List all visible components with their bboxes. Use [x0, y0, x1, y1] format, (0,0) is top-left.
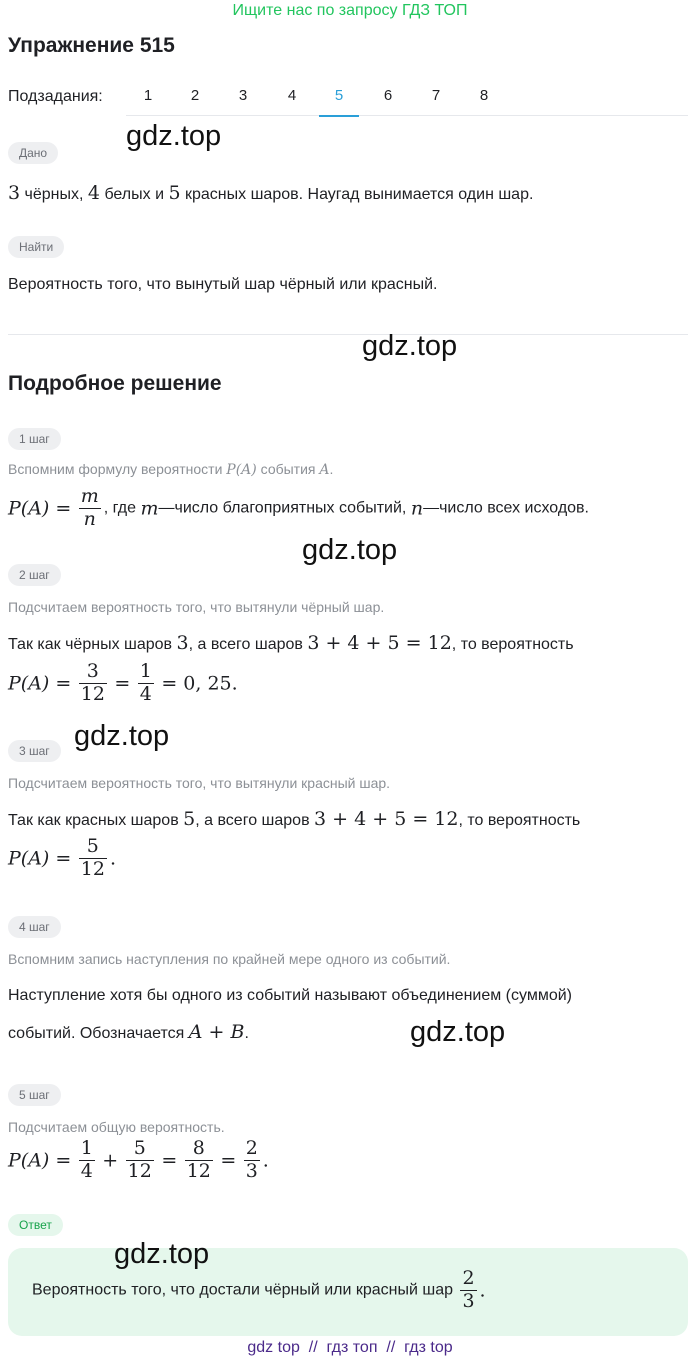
denominator: 4 — [80, 1159, 93, 1182]
step-3-text — [8, 808, 580, 830]
subtasks-nav — [8, 84, 688, 116]
step-2-formula — [8, 661, 238, 706]
step-5-hint: Подсчитаем общую вероятность. — [8, 1119, 225, 1135]
denominator: 3 — [245, 1159, 258, 1182]
black-count: 3 — [176, 632, 189, 654]
top-banner: Ищите нас по запросу ГДЗ ТОП — [232, 2, 468, 19]
given-red-count: 5 — [168, 182, 181, 204]
step-1-pill: 1 шаг — [8, 428, 61, 450]
given-text-part: чёрных, — [20, 186, 88, 203]
formula-text: —число благоприятных событий, — [158, 499, 411, 517]
watermark: gdz.top — [362, 330, 458, 362]
answer-pill: Ответ — [8, 1214, 63, 1236]
subtask-tab-8[interactable]: 8 — [479, 87, 489, 104]
step-3-hint: Подсчитаем вероятность того, что вытянули красный шар. — [8, 775, 391, 791]
equals: = — [114, 672, 131, 695]
formula-tail: . — [262, 1149, 269, 1172]
hint-math: A — [319, 462, 330, 478]
step-2-hint: Подсчитаем вероятность того, что вытянули чёрный шар. — [8, 599, 385, 615]
formula-lhs: P(A) = — [8, 847, 72, 870]
numerator: 1 — [139, 660, 152, 682]
answer-text — [32, 1268, 486, 1313]
formula-text: —число всех исходов. — [423, 499, 589, 517]
find-pill: Найти — [8, 236, 64, 258]
formula-tail: = 0, 25. — [161, 672, 238, 695]
step-5-formula — [8, 1138, 269, 1183]
subtask-tab-7[interactable]: 7 — [431, 87, 441, 104]
subtasks-divider — [126, 115, 688, 116]
step-4-line-1: Наступление хотя бы одного из событий называют объединением (суммой) — [8, 987, 572, 1004]
step-text: событий. Обозначается — [8, 1025, 189, 1042]
equals: = — [161, 1149, 178, 1172]
watermark: gdz.top — [126, 120, 222, 152]
denominator: 3 — [462, 1289, 475, 1312]
step-3-formula — [8, 836, 116, 881]
formula-lhs: P(A) = — [8, 497, 72, 520]
numerator: 2 — [462, 1267, 475, 1289]
step-4-line-2 — [8, 1021, 249, 1043]
denominator: 12 — [127, 1159, 152, 1182]
given-text-part: красных шаров. Наугад вынимается один шар. — [180, 186, 534, 203]
hint-math: P(A) — [226, 462, 257, 478]
denominator: 12 — [186, 1159, 211, 1182]
numerator: 2 — [245, 1137, 258, 1159]
fraction — [460, 1268, 476, 1313]
numerator: 8 — [185, 1138, 213, 1161]
formula-lhs: P(A) = — [8, 1149, 72, 1172]
fraction — [138, 661, 154, 706]
red-count: 5 — [183, 808, 196, 830]
step-1-formula — [8, 486, 589, 531]
step-1-hint — [8, 461, 333, 478]
total-sum: 3 + 4 + 5 = 12 — [314, 808, 459, 830]
numerator: m — [80, 485, 99, 507]
step-text: , то вероятность — [451, 636, 574, 653]
hint-text: Вспомним формулу вероятности — [8, 461, 227, 477]
subtasks-label: Подзадания: — [8, 88, 103, 105]
equals: = — [220, 1149, 237, 1172]
plus: + — [102, 1149, 119, 1172]
given-black-count: 3 — [8, 182, 21, 204]
footer-links[interactable]: gdz top // гдз топ // гдз top — [247, 1339, 453, 1356]
watermark: gdz.top — [74, 720, 170, 752]
watermark: gdz.top — [302, 534, 398, 566]
step-text: , а всего шаров — [188, 636, 308, 653]
step-text: . — [244, 1025, 249, 1042]
var-n: n — [410, 497, 424, 520]
page-title: Упражнение 515 — [8, 34, 175, 57]
given-pill: Дано — [8, 142, 58, 164]
fraction — [79, 836, 107, 881]
numerator: 1 — [80, 1137, 93, 1159]
fraction — [126, 1138, 154, 1183]
formula-text: , где — [103, 499, 141, 517]
denominator: 12 — [80, 682, 105, 705]
subtask-tab-1[interactable]: 1 — [143, 87, 153, 104]
solution-title: Подробное решение — [8, 372, 222, 395]
answer-sentence: Вероятность того, что достали чёрный или красный шар — [32, 1281, 458, 1299]
step-2-pill: 2 шаг — [8, 564, 61, 586]
hint-text: . — [329, 461, 334, 477]
fraction — [185, 1138, 213, 1183]
step-4-hint: Вспомним запись наступления по крайней мере одного из событий. — [8, 951, 451, 967]
watermark: gdz.top — [114, 1238, 210, 1270]
var-m: m — [140, 497, 159, 520]
watermark: gdz.top — [410, 1016, 506, 1048]
fraction — [79, 661, 107, 706]
fraction-m-over-n — [79, 486, 101, 531]
hint-text: события — [256, 461, 320, 477]
fraction — [244, 1138, 260, 1183]
find-text: Вероятность того, что вынутый шар чёрный или красный. — [8, 276, 438, 293]
section-divider — [8, 334, 688, 335]
numerator: 5 — [126, 1138, 154, 1161]
step-text: , а всего шаров — [195, 812, 315, 829]
union-expression: A + B — [188, 1021, 245, 1043]
given-text-part: белых и — [100, 186, 169, 203]
subtask-tab-3[interactable]: 3 — [238, 87, 248, 104]
step-2-text — [8, 632, 574, 654]
given-text — [8, 182, 533, 204]
formula-lhs: P(A) = — [8, 672, 72, 695]
denominator: n — [83, 507, 96, 530]
subtask-tab-6[interactable]: 6 — [383, 87, 393, 104]
answer-tail: . — [479, 1279, 486, 1302]
subtask-tab-5-active[interactable]: 5 — [319, 87, 359, 104]
step-text: Так как чёрных шаров — [8, 636, 177, 653]
numerator: 5 — [79, 836, 107, 859]
formula-tail: . — [109, 847, 116, 870]
denominator: 12 — [80, 857, 105, 880]
step-3-pill: 3 шаг — [8, 740, 61, 762]
numerator: 3 — [79, 661, 107, 684]
fraction — [79, 1138, 95, 1183]
step-5-pill: 5 шаг — [8, 1084, 61, 1106]
step-text: , то вероятность — [458, 812, 581, 829]
denominator: 4 — [139, 682, 152, 705]
subtask-tab-2[interactable]: 2 — [190, 87, 200, 104]
subtask-tab-4[interactable]: 4 — [287, 87, 297, 104]
given-white-count: 4 — [87, 182, 100, 204]
step-4-pill: 4 шаг — [8, 916, 61, 938]
step-text: Так как красных шаров — [8, 812, 184, 829]
total-sum: 3 + 4 + 5 = 12 — [307, 632, 452, 654]
